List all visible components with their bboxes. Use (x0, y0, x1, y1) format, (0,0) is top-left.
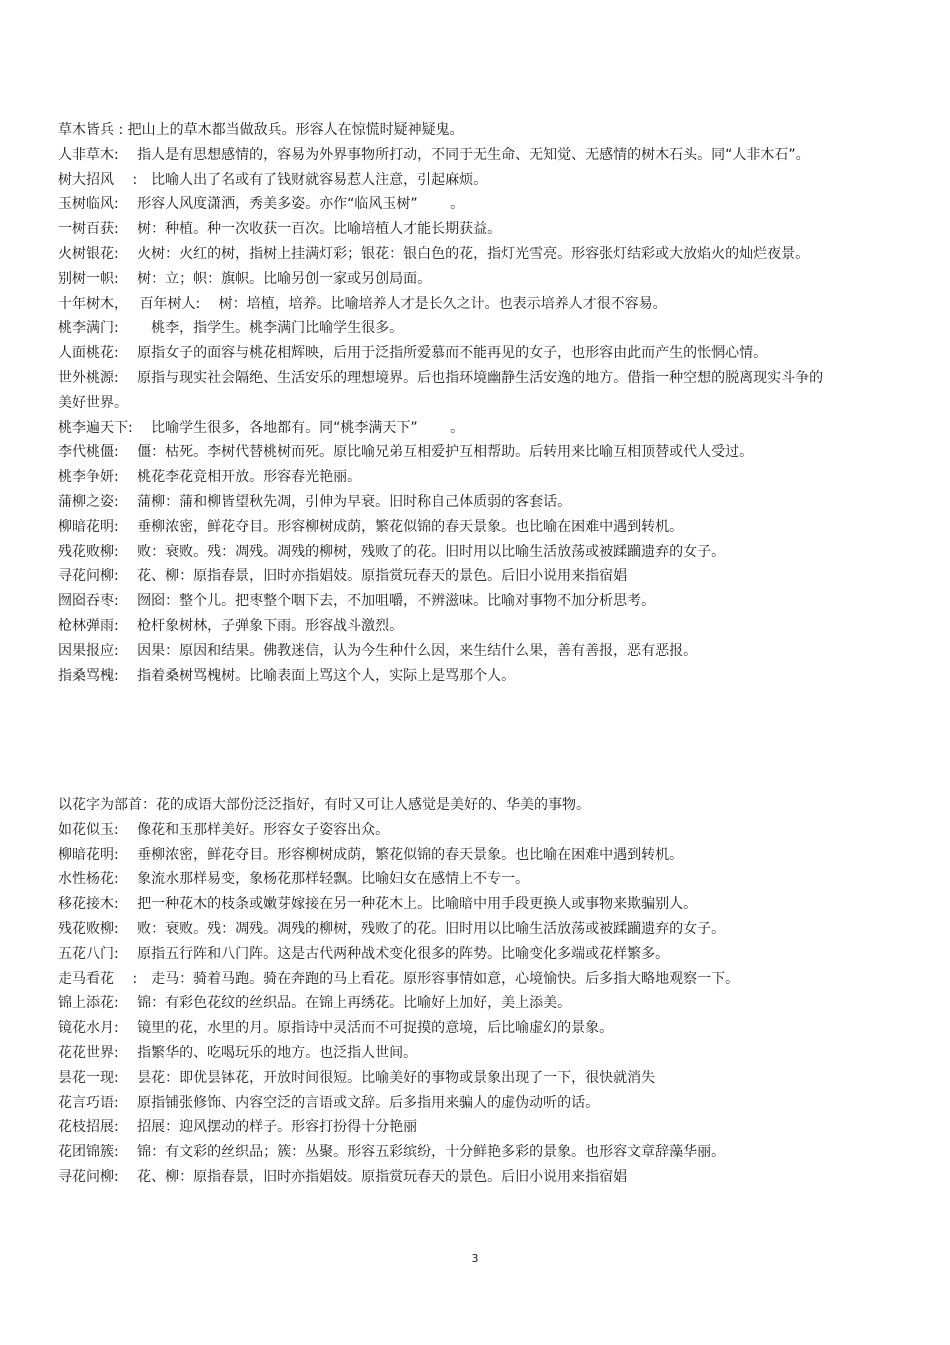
section-intro: 以花字为部首：花的成语大部份泛泛指好，有时又可让人感觉是美好的、华美的事物。 (58, 797, 590, 813)
idiom-entry: 蒲柳之姿: 蒲柳：蒲和柳皆望秋先凋，引伸为早衰。旧时称自己体质弱的客套话。 (58, 493, 572, 510)
idiom-entry: 一树百获: 树：种植。种一次收获一百次。比喻培植人才能长期获益。 (58, 221, 502, 238)
idiom-entry: 火树银花: 火树：火红的树，指树上挂满灯彩；银花：银白色的花，指灯光雪亮。形容张灯结彩或大放焰火的灿烂夜景。 (58, 245, 810, 262)
idiom-list-flowers (58, 793, 828, 1190)
idiom-entry: 如花似玉: 像花和玉那样美好。形容女子姿容出众。 (58, 821, 390, 838)
idiom-entry: 桃李遍天下: 比喻学生很多，各地都有。同“桃李满天下” 。 (58, 419, 465, 436)
idiom-entry: 花团锦簇: 锦：有文彩的丝织品；簇：丛聚。形容五彩缤纷，十分鲜艳多彩的景象。也形容文章辞藻华丽。 (58, 1144, 726, 1161)
idiom-entry: 寻花问柳: 花、柳：原指春景，旧时亦指娼妓。原指赏玩春天的景色。后旧小说用来指宿娼 (58, 1168, 628, 1185)
idiom-entry: 桃李满门: 桃李，指学生。桃李满门比喻学生很多。 (58, 320, 404, 337)
idiom-entry: 五花八门: 原指五行阵和八门阵。这是古代两种战术变化很多的阵势。比喻变化多端或花样繁多。 (58, 945, 670, 962)
idiom-entry: 昙花一现: 昙花：即优昙钵花，开放时间很短。比喻美好的事物或景象出现了一下，很快就消失 (58, 1069, 656, 1086)
idiom-entry: 走马看花 : 走马：骑着马跑。骑在奔跑的马上看花。原形容事情如意，心境愉快。后多指大略地观察一下。 (58, 970, 740, 987)
idiom-entry: 寻花问柳: 花、柳：原指春景，旧时亦指娼妓。原指赏玩春天的景色。后旧小说用来指宿娼 (58, 568, 628, 585)
idiom-entry: 人非草木: 指人是有思想感情的，容易为外界事物所打动，不同于无生命、无知觉、无感情的树木石头。同“人非木石”。 (58, 146, 810, 163)
idiom-entry: 花枝招展: 招展：迎风摆动的样子。形容打扮得十分艳丽 (58, 1119, 418, 1136)
idiom-entry: 残花败柳: 败：衰败。残：凋残。凋残的柳树，残败了的花。旧时用以比喻生活放荡或被蹂躏遗弃的女子。 (58, 543, 726, 560)
idiom-entry: 柳暗花明: 垂柳浓密，鲜花夺目。形容柳树成荫，繁花似锦的春天景象。也比喻在困难中遇到转机。 (58, 846, 684, 863)
idiom-entry: 世外桃源: 原指与现实社会隔绝、生活安乐的理想境界。后也指环境幽静生活安逸的地方。借指一种空想的脱离现实斗争的美好世界。 (58, 369, 824, 411)
idiom-entry: 因果报应: 因果：原因和结果。佛教迷信，认为今生种什么因，来生结什么果，善有善报，恶有恶报。 (58, 642, 698, 659)
idiom-entry: 残花败柳: 败：衰败。残：凋残。凋残的柳树，残败了的花。旧时用以比喻生活放荡或被蹂躏遗弃的女子。 (58, 920, 726, 937)
idiom-entry: 柳暗花明: 垂柳浓密，鲜花夺目。形容柳树成荫，繁花似锦的春天景象。也比喻在困难中遇到转机。 (58, 518, 684, 535)
idiom-entry: 花言巧语: 原指铺张修饰、内容空泛的言语或文辞。后多指用来骗人的虚伪动听的话。 (58, 1094, 600, 1111)
idiom-entry: 指桑骂槐: 指着桑树骂槐树。比喻表面上骂这个人，实际上是骂那个人。 (58, 667, 516, 684)
idiom-entry: 十年树木， 百年树人: 树：培植，培养。比喻培养人才是长久之计。也表示培养人才很不容易。 (58, 295, 667, 312)
idiom-entry: 囫囵吞枣: 囫囵：整个儿。把枣整个咽下去，不加咀嚼，不辨滋味。比喻对事物不加分析思考。 (58, 593, 656, 610)
idiom-entry: 花花世界: 指繁华的、吃喝玩乐的地方。也泛指人世间。 (58, 1044, 418, 1061)
idiom-entry: 玉树临风: 形容人风度潇洒，秀美多姿。亦作“临风玉树” 。 (58, 196, 465, 213)
idiom-entry: 人面桃花: 原指女子的面容与桃花相辉映，后用于泛指所爱慕而不能再见的女子，也形容由此而产生的怅惘心情。 (58, 345, 768, 362)
idiom-entry: 锦上添花: 锦：有彩色花纹的丝织品。在锦上再绣花。比喻好上加好，美上添美。 (58, 995, 572, 1012)
document-page (58, 0, 828, 1345)
idiom-entry: 别树一帜: 树：立；帜：旗帜。比喻另创一家或另创局面。 (58, 270, 432, 287)
idiom-list-plants (58, 118, 828, 688)
idiom-entry: 树大招风 : 比喻人出了名或有了钱财就容易惹人注意，引起麻烦。 (58, 171, 488, 188)
idiom-entry: 枪林弹雨: 枪杆象树林，子弹象下雨。形容战斗激烈。 (58, 617, 404, 634)
idiom-entry: 李代桃僵: 僵：枯死。李树代替桃树而死。原比喻兄弟互相爱护互相帮助。后转用来比喻互相顶替或代人受过。 (58, 444, 754, 461)
idiom-entry: 镜花水月: 镜里的花，水里的月。原指诗中灵活而不可捉摸的意境，后比喻虚幻的景象。 (58, 1020, 614, 1037)
idiom-entry: 桃李争妍: 桃花李花竞相开放。形容春光艳丽。 (58, 469, 362, 486)
page-number: 3 (471, 1252, 479, 1265)
idiom-entry: 草木皆兵 : 把山上的草木都当做敌兵。形容人在惊慌时疑神疑鬼。 (58, 122, 464, 138)
idiom-entry: 水性杨花: 象流水那样易变，象杨花那样轻飘。比喻妇女在感情上不专一。 (58, 871, 530, 888)
idiom-entry: 移花接木: 把一种花木的枝条或嫩芽嫁接在另一种花木上。比喻暗中用手段更换人或事物来欺骗别人。 (58, 896, 698, 913)
